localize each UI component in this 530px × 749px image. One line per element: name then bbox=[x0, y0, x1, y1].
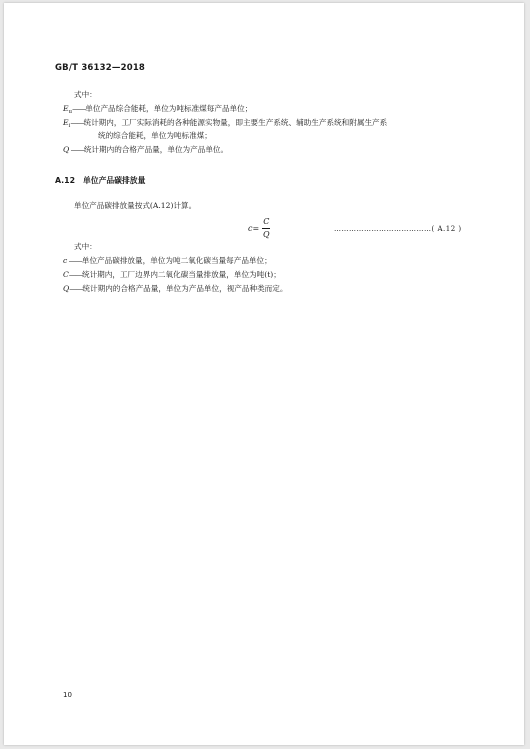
symbol: C bbox=[63, 270, 69, 279]
symbol: E bbox=[63, 104, 69, 113]
fraction-numerator: C bbox=[262, 217, 270, 229]
definition-text: 统计期内的合格产品量，单位为产品单位。 bbox=[83, 145, 229, 154]
formula bbox=[248, 217, 270, 240]
section-heading bbox=[55, 175, 145, 186]
fraction bbox=[262, 217, 270, 240]
intro-paragraph: 单位产品碳排放量按式(A.12)计算。 bbox=[74, 201, 197, 210]
symbol: Q bbox=[63, 145, 70, 154]
where-label: 式中： bbox=[74, 90, 97, 99]
definition-text: 单位产品碳排放量，单位为吨二氧化碳当量每产品单位； bbox=[81, 256, 272, 265]
dash: —— bbox=[72, 104, 86, 113]
symbol: E bbox=[63, 118, 69, 127]
definition-c-upper bbox=[63, 269, 281, 281]
definition-text: 单位产品综合能耗，单位为吨标准煤每产品单位； bbox=[85, 104, 253, 113]
formula-lhs: c bbox=[248, 224, 253, 233]
definition-q-2 bbox=[63, 283, 287, 295]
dash: —— bbox=[69, 284, 83, 293]
dash: —— bbox=[67, 256, 82, 265]
symbol: c bbox=[63, 256, 68, 265]
definition-c bbox=[63, 255, 272, 267]
dash: —— bbox=[68, 270, 82, 279]
document-page bbox=[4, 3, 524, 745]
dash: —— bbox=[70, 118, 84, 127]
definition-text: 统计期内，工厂实际消耗的各种能源实物量，即主要生产系统、辅助生产系统和附属生产系 bbox=[83, 118, 388, 127]
leader-dots: ………………………………… bbox=[334, 225, 432, 233]
definition-eu bbox=[63, 103, 252, 118]
section-number: A.12 bbox=[55, 176, 75, 185]
where-label-2: 式中： bbox=[74, 242, 97, 251]
subscript: u bbox=[68, 109, 73, 115]
document-code: GB/T 36132—2018 bbox=[55, 63, 146, 73]
subscript: i bbox=[68, 123, 71, 129]
symbol: Q bbox=[63, 284, 70, 293]
definition-ei-continuation: 统的综合能耗，单位为吨标准煤； bbox=[98, 131, 212, 140]
definition-text: 统计期内的合格产品量，单位为产品单位，视产品种类而定。 bbox=[82, 284, 288, 293]
fraction-denominator: Q bbox=[262, 230, 270, 239]
definition-q bbox=[63, 144, 228, 156]
definition-text: 统计期内，工厂边界内二氧化碳当量排放量，单位为吨(t)； bbox=[82, 270, 281, 279]
section-title: 单位产品碳排放量 bbox=[83, 176, 146, 185]
page-number: 10 bbox=[63, 691, 72, 699]
dash: —— bbox=[69, 145, 84, 154]
formula-equals: = bbox=[252, 224, 260, 233]
formula-number bbox=[334, 225, 462, 233]
formula-label: ( A.12 ) bbox=[431, 225, 462, 233]
